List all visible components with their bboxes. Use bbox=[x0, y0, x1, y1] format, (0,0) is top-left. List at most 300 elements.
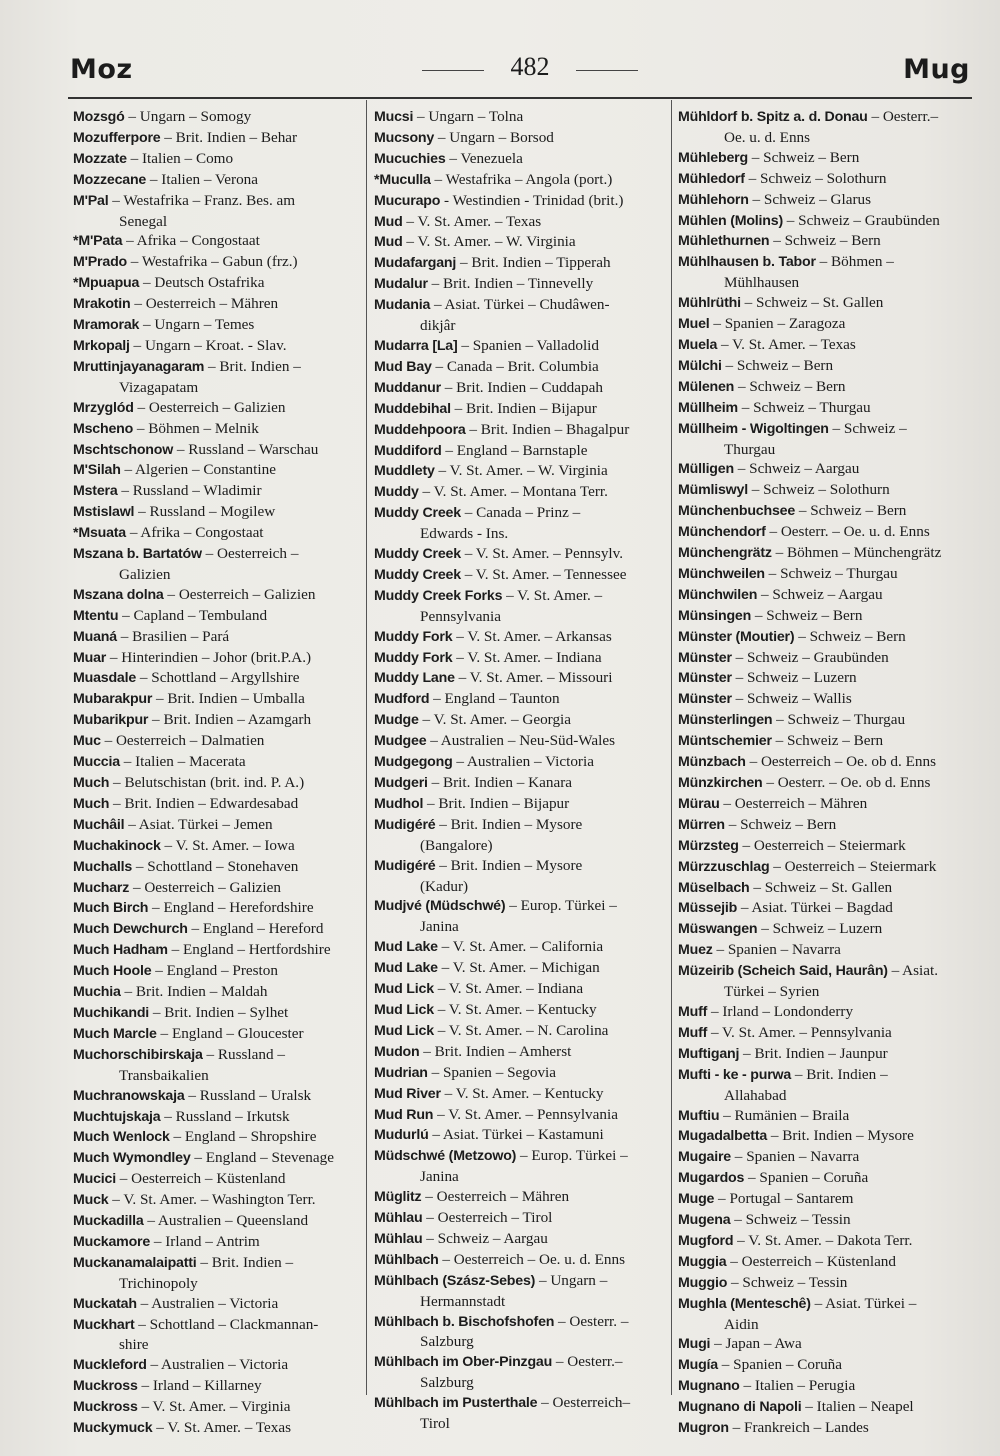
entry-location: – Russland – Warschau bbox=[173, 440, 319, 458]
gazetteer-entry bbox=[374, 107, 668, 128]
gazetteer-entry bbox=[678, 169, 970, 190]
gazetteer-entry bbox=[678, 522, 970, 543]
entry-location: – Asiat. Türkei – bbox=[810, 1294, 917, 1312]
entry-headword: Münchenbuchsee bbox=[678, 503, 796, 520]
entry-headword: Mühlehorn bbox=[678, 191, 749, 208]
entry-location: – Schweiz – Bern bbox=[795, 502, 907, 520]
gazetteer-entry bbox=[73, 961, 363, 982]
gazetteer-entry bbox=[73, 191, 363, 232]
entry-continuation: Hermannstadt bbox=[420, 1292, 506, 1310]
entry-continuation: Salzburg bbox=[420, 1374, 474, 1392]
header-divider bbox=[68, 97, 972, 99]
entry-location: – England – Taunton bbox=[429, 690, 560, 708]
gazetteer-entry bbox=[678, 1023, 970, 1044]
entry-location: – Oesterreich – Mähren bbox=[130, 295, 279, 313]
entry-headword: Müglitz bbox=[374, 1189, 422, 1206]
entry-location: – Spanien – Coruña bbox=[744, 1169, 869, 1187]
entry-location: – Schweiz – Solothurn bbox=[747, 481, 890, 499]
entry-headword: Muar bbox=[73, 649, 107, 666]
entry-location: – Schottland – Stonehaven bbox=[132, 857, 299, 875]
entry-location: – Russland – Uralsk bbox=[184, 1086, 312, 1104]
entry-headword: Muff bbox=[678, 1003, 708, 1020]
gazetteer-entry bbox=[678, 752, 970, 773]
entry-location: – V. St. Amer. – Pennsylvania bbox=[707, 1023, 892, 1041]
entry-location: – V. St. Amer. – Texas bbox=[152, 1419, 292, 1437]
entry-location: – Brit. Indien – Behar bbox=[160, 128, 298, 146]
entry-location: – Oesterreich – Oe. u. d. Enns bbox=[438, 1250, 626, 1268]
entry-location: – Portugal – Santarem bbox=[714, 1190, 854, 1208]
entry-location: – Brit. Indien – Mysore bbox=[767, 1127, 914, 1145]
gazetteer-entry bbox=[374, 896, 668, 937]
column-divider-2 bbox=[671, 100, 672, 1395]
entry-location: – Asiat. Türkei – Kastamuni bbox=[428, 1126, 604, 1144]
entry-location: – Australien – Victoria bbox=[452, 753, 594, 771]
entry-headword: Muddy Fork bbox=[374, 628, 453, 645]
entry-location: – Schweiz – Graubünden bbox=[782, 211, 940, 229]
entry-headword: Muddy bbox=[374, 484, 419, 501]
entry-location: – Oesterr. – Oe. ob d. Enns bbox=[762, 774, 931, 791]
entry-headword: Münster (Moutier) bbox=[678, 628, 795, 645]
entry-headword: Muchranowskaja bbox=[73, 1087, 185, 1104]
entry-location: – Japan – Awa bbox=[710, 1335, 802, 1353]
entry-location: – V. St. Amer. – Montana Terr. bbox=[418, 483, 608, 501]
entry-location: – V. St. Amer. – Pennsylvania bbox=[433, 1105, 618, 1123]
gazetteer-entry bbox=[374, 648, 668, 669]
entry-headword: Mugnano bbox=[678, 1378, 740, 1395]
entry-headword: Mudford bbox=[374, 691, 430, 708]
gazetteer-entry bbox=[678, 459, 970, 480]
entry-continuation: Türkei – Syrien bbox=[724, 983, 820, 1001]
gazetteer-entry bbox=[73, 107, 363, 128]
entry-location: – Ungarn – Kroat. - Slav. bbox=[129, 336, 287, 354]
entry-location: – Ungarn – Tolna bbox=[413, 108, 524, 125]
entry-headword: Münchendorf bbox=[678, 524, 766, 541]
entry-location: – Belutschistan (brit. ind. P. A.) bbox=[109, 774, 305, 791]
entry-location: – Asiat. Türkei – Jemen bbox=[124, 815, 273, 833]
gazetteer-entry bbox=[73, 898, 363, 919]
gazetteer-entry bbox=[73, 1024, 363, 1045]
entry-location: – Schottland – Argyllshire bbox=[136, 669, 300, 687]
entry-location: – Italien – Macerata bbox=[119, 753, 246, 771]
gazetteer-entry bbox=[73, 815, 363, 836]
entry-headword: Mrkopalj bbox=[73, 337, 130, 354]
entry-headword: Münchwilen bbox=[678, 586, 758, 603]
gazetteer-entry bbox=[73, 606, 363, 627]
running-head-right: Mug bbox=[903, 54, 970, 85]
gazetteer-entry bbox=[73, 919, 363, 940]
entry-continuation: Janina bbox=[420, 918, 459, 936]
entry-headword: Münzbach bbox=[678, 754, 746, 771]
entry-location: – Deutsch Ostafrika bbox=[139, 274, 265, 292]
gazetteer-entry bbox=[678, 1294, 970, 1335]
entry-location: – Schweiz – Bern bbox=[794, 627, 906, 645]
entry-location: – Brit. Indien – Edwardesabad bbox=[109, 794, 299, 812]
column-3 bbox=[678, 107, 970, 1439]
entry-continuation: Janina bbox=[420, 1168, 459, 1186]
gazetteer-entry bbox=[678, 564, 970, 585]
entry-location: – Hinterindien – Johor (brit.P.A.) bbox=[106, 648, 312, 666]
gazetteer-entry bbox=[678, 1147, 970, 1168]
entry-headword: Mszana dolna bbox=[73, 586, 164, 603]
entry-location: – Irland – Antrim bbox=[150, 1232, 260, 1250]
entry-headword: Müzeirib (Scheich Said, Haurân) bbox=[678, 963, 888, 980]
entry-headword: Mudge bbox=[374, 712, 419, 729]
entry-location: – Russland – Wladimir bbox=[117, 482, 262, 500]
entry-location: – Oesterr. – Oe. u. d. Enns bbox=[765, 523, 930, 541]
entry-headword: Mühlbach im Ober-Pinzgau bbox=[374, 1354, 553, 1371]
entry-location: – Russland – Irkutsk bbox=[160, 1107, 290, 1125]
entry-headword: Mucuchies bbox=[374, 150, 446, 167]
entry-headword: Mschtschonow bbox=[73, 441, 174, 458]
gazetteer-entry bbox=[678, 1106, 970, 1127]
entry-continuation: Tirol bbox=[420, 1415, 450, 1433]
entry-location: – V. St. Amer. – Iowa bbox=[160, 836, 295, 854]
gazetteer-entry bbox=[73, 773, 363, 794]
entry-location: – Oesterr. – bbox=[554, 1312, 629, 1330]
entry-headword: Müssejib bbox=[678, 900, 738, 917]
entry-location: – Schweiz – Bern bbox=[771, 732, 884, 750]
gazetteer-entry bbox=[73, 481, 363, 502]
gazetteer-entry bbox=[73, 523, 363, 544]
entry-headword: Muc bbox=[73, 733, 101, 750]
entry-location: – Schweiz – Bern bbox=[751, 606, 863, 624]
entry-headword: Mozufferpore bbox=[73, 129, 161, 146]
gazetteer-entry bbox=[73, 731, 363, 752]
gazetteer-entry bbox=[678, 1189, 970, 1210]
entry-headword: Mudurlú bbox=[374, 1127, 429, 1144]
entry-location: – Schweiz – St. Gallen bbox=[740, 294, 884, 312]
gazetteer-entry bbox=[678, 815, 970, 836]
entry-headword: Much Dewchurch bbox=[73, 921, 188, 938]
entry-headword: M'Prado bbox=[73, 254, 127, 271]
entry-headword: Mühlhausen b. Tabor bbox=[678, 254, 816, 271]
entry-headword: Mufti - ke - purwa bbox=[678, 1066, 792, 1083]
entry-headword: Muccia bbox=[73, 754, 120, 771]
entry-headword: Much Hadham bbox=[73, 942, 168, 959]
gazetteer-entry bbox=[73, 1190, 363, 1211]
entry-location: – Schweiz – Wallis bbox=[731, 690, 852, 708]
entry-headword: Mubarakpur bbox=[73, 691, 153, 708]
entry-headword: Mughla (Menteschê) bbox=[678, 1295, 811, 1312]
entry-location: – Schweiz – Luzern bbox=[731, 669, 857, 687]
entry-location: – England – Shropshire bbox=[169, 1128, 317, 1146]
entry-location: – Brit. Indien – bbox=[196, 1253, 294, 1271]
entry-headword: Mucici bbox=[73, 1171, 116, 1188]
entry-location: – Oesterreich – Oe. ob d. Enns bbox=[745, 753, 936, 771]
entry-location: – V. St. Amer. – Virginia bbox=[137, 1398, 291, 1416]
entry-headword: Muddiford bbox=[374, 442, 442, 459]
gazetteer-entry bbox=[678, 648, 970, 669]
gazetteer-entry bbox=[374, 586, 668, 627]
gazetteer-entry bbox=[374, 232, 668, 253]
entry-location: – Schweiz – Bern bbox=[721, 356, 834, 374]
entry-location: – V. St. Amer. – Pennsylv. bbox=[460, 545, 624, 563]
entry-location: – Rumänien – Braila bbox=[719, 1106, 850, 1124]
entry-headword: Mszana b. Bartatów bbox=[73, 546, 202, 563]
gazetteer-entry bbox=[73, 982, 363, 1003]
entry-headword: Muckross bbox=[73, 1378, 138, 1395]
gazetteer-entry bbox=[374, 979, 668, 1000]
entry-location: – Schweiz – Thurgau bbox=[772, 711, 906, 729]
gazetteer-entry bbox=[73, 836, 363, 857]
gazetteer-entry bbox=[678, 211, 970, 232]
entry-headword: Muckamore bbox=[73, 1233, 151, 1250]
entry-continuation: Trichinopoly bbox=[119, 1274, 198, 1292]
entry-headword: Münster bbox=[678, 649, 732, 666]
entry-headword: Mudjvé (Müdschwé) bbox=[374, 898, 506, 915]
entry-location: – Schweiz – Bern bbox=[769, 232, 881, 250]
gazetteer-entry bbox=[678, 836, 970, 857]
gazetteer-entry bbox=[374, 378, 668, 399]
entry-location: – Oesterreich – Dalmatien bbox=[100, 732, 265, 750]
entry-continuation: shire bbox=[119, 1336, 149, 1354]
entry-headword: Muddehpoora bbox=[374, 421, 466, 438]
gazetteer-entry bbox=[73, 315, 363, 336]
entry-continuation: Pennsylvania bbox=[420, 607, 501, 625]
gazetteer-entry bbox=[678, 480, 970, 501]
entry-location: – Brit. Indien – Cuddapah bbox=[440, 378, 603, 396]
gazetteer-entry bbox=[73, 710, 363, 731]
gazetteer-entry bbox=[73, 878, 363, 899]
entry-location: – Australien – Neu-Süd-Wales bbox=[426, 732, 615, 750]
gazetteer-entry bbox=[374, 1250, 668, 1271]
entry-headword: Mud bbox=[374, 213, 403, 230]
entry-continuation: Salzburg bbox=[420, 1333, 474, 1351]
entry-headword: Mürzsteg bbox=[678, 837, 739, 854]
entry-location: – Schweiz – Bern bbox=[734, 377, 846, 395]
gazetteer-entry bbox=[678, 606, 970, 627]
entry-location: – Oesterreich – Mähren bbox=[421, 1188, 570, 1206]
entry-headword: Mud Lick bbox=[374, 981, 434, 998]
gazetteer-entry bbox=[374, 937, 668, 958]
entry-location: – Brit. Indien – Tipperah bbox=[456, 254, 611, 272]
entry-location: – Westafrika – Franz. Bes. am bbox=[108, 191, 296, 209]
entry-headword: Muddanur bbox=[374, 379, 441, 396]
entry-location: – V. St. Amer. – Kentucky bbox=[433, 1000, 597, 1018]
entry-headword: Mühlbach bbox=[374, 1251, 439, 1268]
gazetteer-entry bbox=[374, 815, 668, 856]
gazetteer-entry bbox=[374, 1146, 668, 1187]
entry-continuation: Oe. u. d. Enns bbox=[724, 128, 811, 146]
entry-location: – Australien – Victoria bbox=[146, 1356, 289, 1374]
entry-headword: Mucsi bbox=[374, 109, 414, 125]
entry-location: – England – Stevenage bbox=[190, 1149, 334, 1167]
gazetteer-entry bbox=[374, 752, 668, 773]
gazetteer-entry bbox=[678, 857, 970, 878]
entry-location: – Brit. Indien – Maldah bbox=[120, 983, 268, 1001]
entry-headword: Muckross bbox=[73, 1399, 138, 1416]
gazetteer-entry bbox=[678, 1273, 970, 1294]
entry-location: – Canada – Brit. Columbia bbox=[431, 357, 599, 375]
entry-location: – V. St. Amer. – Michigan bbox=[437, 959, 600, 977]
entry-headword: Müllheim bbox=[678, 399, 738, 416]
gazetteer-entry bbox=[678, 501, 970, 522]
gazetteer-entry bbox=[374, 1084, 668, 1105]
entry-headword: Muddlety bbox=[374, 463, 435, 480]
entry-headword: Mud Lick bbox=[374, 1001, 434, 1018]
gazetteer-entry bbox=[73, 1397, 363, 1418]
entry-headword: Muel bbox=[678, 316, 710, 333]
entry-headword: Muggio bbox=[678, 1274, 728, 1291]
entry-headword: Mudgee bbox=[374, 733, 427, 750]
entry-location: – Ungarn – Temes bbox=[139, 316, 255, 334]
entry-location: – V. St. Amer. – Arkansas bbox=[452, 627, 612, 645]
gazetteer-entry bbox=[678, 1376, 970, 1397]
gazetteer-entry bbox=[678, 731, 970, 752]
entry-location: – Schottland – Clackmannan- bbox=[134, 1315, 319, 1333]
entry-headword: Müselbach bbox=[678, 879, 750, 896]
gazetteer-entry bbox=[678, 585, 970, 606]
entry-location: – Frankreich – Landes bbox=[728, 1419, 869, 1437]
gazetteer-entry bbox=[73, 398, 363, 419]
entry-headword: Mugardos bbox=[678, 1170, 745, 1187]
gazetteer-entry bbox=[73, 1086, 363, 1107]
gazetteer-entry bbox=[73, 440, 363, 461]
entry-location: – Asiat. bbox=[887, 962, 939, 980]
gazetteer-entry bbox=[374, 482, 668, 503]
gazetteer-entry bbox=[374, 856, 668, 897]
gazetteer-entry bbox=[678, 1397, 970, 1418]
entry-headword: Müdschwé (Metzowo) bbox=[374, 1148, 517, 1165]
entry-headword: Muchâil bbox=[73, 816, 125, 833]
gazetteer-entry bbox=[73, 585, 363, 606]
gazetteer-entry bbox=[678, 940, 970, 961]
entry-headword: Muchalls bbox=[73, 858, 133, 875]
gazetteer-entry bbox=[374, 274, 668, 295]
gazetteer-entry bbox=[678, 898, 970, 919]
gazetteer-entry bbox=[374, 420, 668, 441]
entry-location: – Brit. Indien – Sylhet bbox=[149, 1003, 289, 1021]
gazetteer-entry bbox=[374, 544, 668, 565]
entry-location: – Schweiz – Luzern bbox=[757, 920, 883, 938]
entry-headword: M'Pal bbox=[73, 192, 109, 209]
entry-location: – Schweiz – Aargau bbox=[757, 585, 883, 603]
entry-headword: Muck bbox=[73, 1192, 109, 1209]
entry-location: – England – Hertfordshire bbox=[167, 941, 331, 959]
entry-headword: Mudgeri bbox=[374, 775, 428, 791]
gazetteer-entry bbox=[73, 752, 363, 773]
gazetteer-entry bbox=[374, 689, 668, 710]
gazetteer-entry bbox=[73, 128, 363, 149]
entry-headword: Muez bbox=[678, 942, 713, 959]
entry-location: – Brit. Indien – Bijapur bbox=[450, 399, 597, 417]
entry-headword: Much Wymondley bbox=[73, 1150, 191, 1167]
entry-location: - Westindien - Trinidad (brit.) bbox=[440, 191, 624, 209]
gazetteer-entry bbox=[374, 149, 668, 170]
gazetteer-entry bbox=[73, 1107, 363, 1128]
entry-headword: Mud bbox=[374, 234, 403, 251]
gazetteer-entry bbox=[678, 1044, 970, 1065]
gazetteer-entry bbox=[73, 1003, 363, 1024]
entry-location: – Italien – Como bbox=[126, 149, 234, 167]
gazetteer-entry bbox=[678, 293, 970, 314]
gazetteer-entry bbox=[73, 1418, 363, 1439]
gazetteer-entry bbox=[678, 190, 970, 211]
entry-headword: Mucurapo bbox=[374, 192, 441, 209]
entry-headword: Müntschemier bbox=[678, 733, 772, 750]
entry-headword: Mud Run bbox=[374, 1106, 434, 1123]
gazetteer-entry bbox=[374, 1063, 668, 1084]
gazetteer-entry bbox=[374, 773, 668, 794]
entry-headword: Mudania bbox=[374, 297, 431, 314]
entry-location: – Asiat. Türkei – Chudâwen- bbox=[430, 296, 610, 314]
entry-location: – Ungarn – Somogy bbox=[124, 108, 252, 125]
entry-location: – Brit. Indien – Bijapur bbox=[423, 794, 570, 812]
entry-location: – Brit. Indien – Azamgarh bbox=[148, 711, 312, 729]
entry-headword: *Msuata bbox=[73, 525, 127, 542]
entry-location: – Westafrika – Gabun (frz.) bbox=[127, 253, 298, 271]
gazetteer-entry bbox=[73, 940, 363, 961]
gazetteer-entry bbox=[374, 441, 668, 462]
entry-location: – Venezuela bbox=[445, 149, 523, 167]
gazetteer-entry bbox=[678, 1334, 970, 1355]
entry-headword: Mühlrüthi bbox=[678, 295, 741, 312]
gazetteer-entry bbox=[374, 668, 668, 689]
entry-headword: Mugford bbox=[678, 1232, 734, 1249]
gazetteer-entry bbox=[678, 794, 970, 815]
gazetteer-entry bbox=[374, 1393, 668, 1434]
entry-location: – Oesterreich – Steiermark bbox=[738, 836, 906, 854]
entry-location: – Russland – bbox=[202, 1045, 285, 1063]
entry-location: – Ungarn – Borsod bbox=[434, 128, 554, 146]
entry-headword: Münster bbox=[678, 691, 732, 708]
column-divider-1 bbox=[366, 100, 367, 1395]
entry-location: – Oesterr.– bbox=[867, 108, 939, 125]
gazetteer-entry bbox=[374, 336, 668, 357]
entry-location: – Ungarn – bbox=[535, 1271, 608, 1289]
entry-headword: Mudarra [La] bbox=[374, 337, 458, 354]
gazetteer-entry bbox=[73, 1169, 363, 1190]
entry-headword: Müswangen bbox=[678, 921, 758, 938]
entry-headword: Münsingen bbox=[678, 607, 752, 624]
entry-headword: Mülligen bbox=[678, 461, 734, 478]
gazetteer-entry bbox=[73, 1315, 363, 1356]
entry-headword: Mubarikpur bbox=[73, 712, 149, 729]
column-1 bbox=[73, 107, 363, 1439]
entry-location: – Schweiz – Aargau bbox=[733, 460, 860, 478]
entry-location: – Australien – Queensland bbox=[143, 1212, 309, 1230]
gazetteer-entry bbox=[678, 961, 970, 1002]
entry-location: – Spanien – Valladolid bbox=[457, 336, 599, 354]
gazetteer-entry bbox=[73, 294, 363, 315]
entry-headword: Muchorschibirskaja bbox=[73, 1046, 203, 1063]
entry-headword: Mud River bbox=[374, 1085, 441, 1102]
entry-continuation: Senegal bbox=[119, 212, 168, 230]
entry-headword: Mucharz bbox=[73, 879, 130, 896]
entry-location: – Brit. Indien – Tinnevelly bbox=[427, 275, 594, 293]
entry-location: – Italien – Perugia bbox=[739, 1377, 856, 1395]
gazetteer-entry bbox=[678, 1231, 970, 1252]
entry-headword: Muasdale bbox=[73, 670, 137, 687]
entry-location: – Schweiz – Aargau bbox=[422, 1229, 548, 1247]
entry-location: – Oesterreich – Küstenland bbox=[115, 1170, 286, 1188]
gazetteer-entry bbox=[374, 128, 668, 149]
gazetteer-entry bbox=[678, 668, 970, 689]
entry-location: – Italien – Verona bbox=[146, 170, 259, 188]
entry-headword: Mudon bbox=[374, 1043, 420, 1060]
gazetteer-entry bbox=[73, 149, 363, 170]
gazetteer-entry bbox=[374, 1000, 668, 1021]
entry-location: – Oesterreich – bbox=[201, 545, 299, 563]
entry-location: – V. St. Amer. – W. Virginia bbox=[402, 233, 576, 251]
gazetteer-entry bbox=[374, 399, 668, 420]
entry-location: – Capland – Tembuland bbox=[118, 606, 268, 624]
entry-continuation: (Bangalore) bbox=[420, 836, 493, 854]
entry-location: – Brit. Indien – bbox=[204, 357, 301, 375]
gazetteer-entry bbox=[374, 1271, 668, 1312]
entry-location: – Schweiz – bbox=[828, 419, 907, 437]
entry-location: – Oesterreich – Galizien bbox=[133, 398, 286, 416]
